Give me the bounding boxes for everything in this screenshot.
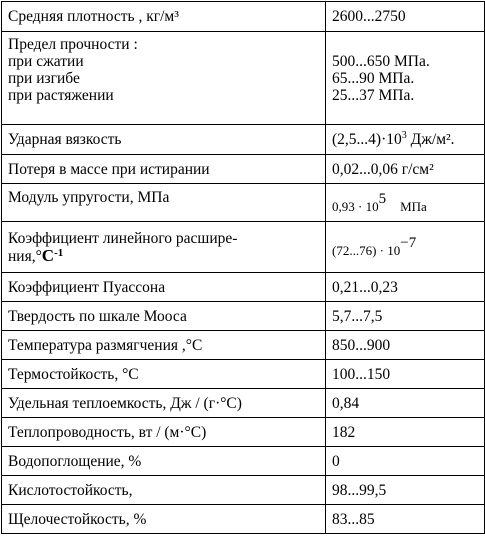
property-line: при растяжении: [8, 87, 114, 104]
property-cell: Водопоглощение, %: [2, 447, 326, 476]
value-cell: [326, 125, 485, 155]
property-cell: [2, 222, 326, 273]
table-row: [2, 389, 485, 418]
value-line: 500...650 МПа.: [332, 53, 430, 70]
value-exponent: −7: [400, 234, 417, 251]
property-cell: [2, 32, 326, 125]
table-row: [2, 222, 485, 273]
table-row: [2, 505, 485, 534]
property-cell: Кислотостойкость,: [2, 476, 326, 505]
table-row: [2, 32, 485, 125]
value-main: 0,93 · 10: [332, 199, 379, 214]
property-cell: Модуль упругости, МПа: [2, 184, 326, 222]
property-line: при изгибе: [8, 70, 80, 87]
table-row: [2, 331, 485, 360]
value-exponent: 5: [378, 191, 387, 207]
value-cell: 0: [326, 447, 485, 476]
property-cell: Щелочестойкость, %: [2, 505, 326, 534]
table-row: [2, 302, 485, 331]
value-main: (2,5...4)·10: [332, 131, 402, 148]
property-line: при сжатии: [8, 53, 84, 70]
property-cell: Средняя плотность , кг/м³: [2, 2, 326, 32]
unit-exponent: -1: [54, 246, 64, 259]
value-unit: Дж/м².: [406, 131, 455, 148]
value-cell: 98...99,5: [326, 476, 485, 505]
property-cell: Потеря в массе при истирании: [2, 155, 326, 184]
table-row: [2, 2, 485, 32]
value-line: 25...37 МПа.: [332, 87, 415, 104]
table-row: [2, 184, 485, 222]
property-cell: Температура размягчения ,°С: [2, 331, 326, 360]
property-cell: Ударная вязкость: [2, 125, 326, 155]
table-row: [2, 476, 485, 505]
property-cell: Коэффициент Пуассона: [2, 273, 326, 302]
value-cell: 100...150: [326, 360, 485, 389]
table-row: [2, 155, 485, 184]
value-line: [332, 36, 478, 53]
unit-symbol: C: [41, 245, 55, 265]
value-line: 65...90 МПа.: [332, 70, 415, 87]
table-row: [2, 418, 485, 447]
property-line: $ния,^\circ C^{-1}$: [8, 245, 64, 265]
value-cell: 0,84: [326, 389, 485, 418]
property-line: Предел прочности :: [8, 36, 138, 53]
value-cell: 182: [326, 418, 485, 447]
value-cell: [326, 32, 485, 125]
property-line: Коэффициент линейного расшире-: [8, 229, 238, 247]
value-cell: 850...900: [326, 331, 485, 360]
table-row: [2, 273, 485, 302]
property-cell: Удельная теплоемкость, Дж / (г·°С): [2, 389, 326, 418]
value-main: (72...76) · 10: [332, 242, 401, 258]
value-cell: 2600...2750: [326, 2, 485, 32]
value-cell: 5,7...7,5: [326, 302, 485, 331]
table-row: [2, 125, 485, 155]
table-row: [2, 360, 485, 389]
value-exponent: 3: [401, 130, 407, 141]
value-unit: МПа: [400, 199, 427, 214]
value-cell: [326, 222, 485, 273]
value-cell: 83...85: [326, 505, 485, 534]
property-cell: Теплопроводность, вт / (м·°С): [2, 418, 326, 447]
properties-table: [1, 1, 485, 534]
table-row: [2, 447, 485, 476]
property-cell: Термостойкость, °С: [2, 360, 326, 389]
value-cell: 0,21...0,23: [326, 273, 485, 302]
value-cell: [326, 184, 485, 222]
property-cell: Твердость по шкале Мооса: [2, 302, 326, 331]
value-cell: 0,02...0,06 г/см²: [326, 155, 485, 184]
